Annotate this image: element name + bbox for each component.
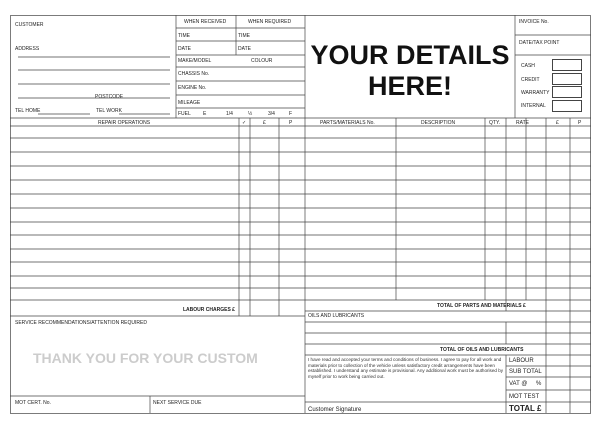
tel-work-label: TEL WORK — [96, 108, 122, 114]
repair-operations-header: REPAIR OPERATIONS — [98, 120, 151, 126]
customer-label: CUSTOMER — [15, 22, 44, 28]
business-details-banner — [306, 40, 514, 102]
fuel-scale-full: F — [289, 111, 293, 117]
fuel-scale-three-quarter: 3/4 — [268, 111, 275, 117]
fuel-label: FUEL — [178, 111, 191, 117]
payment-cash-label: CASH — [521, 63, 535, 69]
mileage-label: MILEAGE — [178, 100, 201, 106]
mot-cert-label: MOT CERT. No. — [15, 400, 51, 406]
fuel-scale-quarter: 1/4 — [226, 111, 233, 117]
customer-signature-label: Customer Signature — [308, 407, 362, 413]
date-required-label: DATE — [238, 46, 251, 52]
make-model-label: MAKE/MODEL — [178, 58, 212, 64]
date-tax-point-label: DATE/TAX POINT — [519, 40, 560, 46]
vat-percent: % — [536, 381, 542, 387]
sub-total-label: SUB TOTAL — [509, 369, 542, 375]
qty-header: QTY. — [489, 120, 501, 126]
terms-text: I have read and accepted your terms and conditions of business. I agree to pay for all work and materials prior to collection of the vehicle unless satisfactory credit arrangements have been established. I understand any estimate is provisional. Any additional work must be authorised by myself prior to work being carried out. — [308, 357, 504, 379]
fuel-scale-empty: E — [203, 111, 207, 117]
when-received-label: WHEN RECEIVED — [184, 19, 227, 25]
payment-credit-checkbox[interactable] — [552, 73, 582, 85]
payment-warranty-label: WARRANTY — [521, 90, 550, 96]
colour-label: COLOUR — [251, 58, 273, 64]
repair-pounds-header: £ — [263, 120, 266, 126]
chassis-label: CHASSIS No. — [178, 71, 210, 77]
banner-line-1: YOUR DETAILS — [310, 40, 510, 70]
repair-check-header: ✓ — [242, 120, 247, 126]
parts-pence-header: P — [578, 120, 582, 126]
grand-total-label: TOTAL £ — [509, 404, 542, 413]
rate-header: RATE — [516, 120, 529, 126]
postcode-label: POSTCODE — [95, 94, 124, 100]
time-required-label: TIME — [238, 33, 250, 39]
when-required-label: WHEN REQUIRED — [248, 19, 292, 25]
payment-cash-checkbox[interactable] — [552, 59, 582, 71]
invoice-no-label: INVOICE No. — [519, 19, 549, 25]
engine-label: ENGINE No. — [178, 85, 207, 91]
service-recommendations-label: SERVICE RECOMMENDATIONS/ATTENTION REQUIRED — [15, 320, 147, 326]
payment-warranty-checkbox[interactable] — [552, 86, 582, 98]
fuel-scale-half: ½ — [248, 111, 253, 117]
time-received-label: TIME — [178, 33, 190, 39]
banner-line-2: HERE! — [367, 71, 452, 101]
payment-internal-checkbox[interactable] — [552, 100, 582, 112]
description-header: DESCRIPTION — [421, 120, 456, 126]
labour-total-label: LABOUR — [509, 358, 534, 364]
total-oils-label: TOTAL OF OILS AND LUBRICANTS — [440, 347, 524, 353]
mot-test-label: MOT TEST — [509, 394, 540, 400]
parts-number-header: PARTS/MATERIALS No. — [320, 120, 375, 126]
tel-home-label: TEL HOME — [15, 108, 41, 114]
total-parts-label: TOTAL OF PARTS AND MATERIALS £ — [437, 303, 526, 309]
next-service-label: NEXT SERVICE DUE — [153, 400, 202, 406]
labour-charges-label: LABOUR CHARGES £ — [183, 307, 235, 313]
payment-internal-label: INTERNAL — [521, 103, 546, 109]
parts-pounds-header: £ — [556, 120, 559, 126]
thank-you-message: THANK YOU FOR YOUR CUSTOM — [33, 350, 258, 366]
address-label: ADDRESS — [15, 46, 40, 52]
payment-credit-label: CREDIT — [521, 77, 540, 83]
date-received-label: DATE — [178, 46, 191, 52]
oils-label: OILS AND LUBRICANTS — [308, 313, 365, 319]
vat-label: VAT @ — [509, 381, 528, 387]
repair-pence-header: P — [289, 120, 293, 126]
